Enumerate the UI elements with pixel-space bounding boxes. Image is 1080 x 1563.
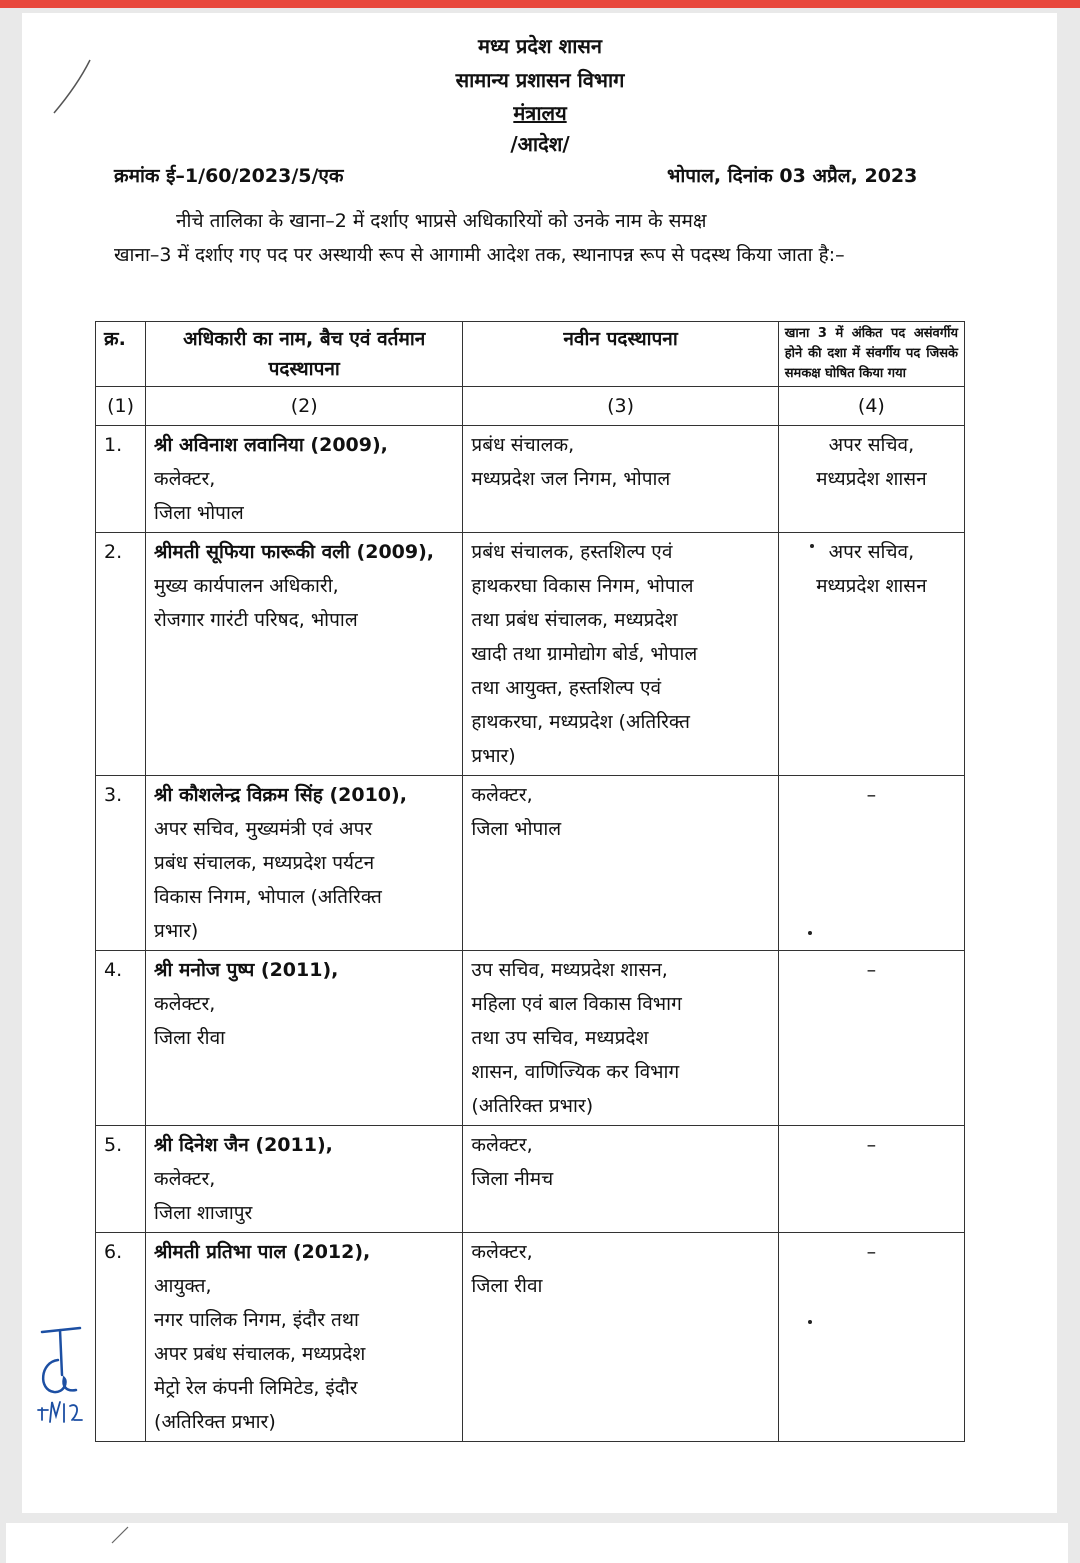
new-posting-line: जिला नीमच (471, 1168, 554, 1190)
officer-name: श्री मनोज पुष्प (2011), (154, 959, 339, 981)
stray-dot (810, 544, 814, 548)
table-row (96, 1233, 965, 1442)
column-number-row (96, 387, 965, 426)
table-row (96, 533, 965, 776)
current-posting-line: विकास निगम, भोपाल (अतिरिक्त (154, 886, 382, 908)
current-posting-line: प्रबंध संचालक, मध्यप्रदेश पर्यटन (154, 852, 375, 874)
stray-dot (808, 931, 812, 935)
new-posting-line: मध्यप्रदेश जल निगम, भोपाल (471, 468, 671, 490)
current-posting-line: नगर पालिक निगम, इंदौर तथा (154, 1309, 359, 1331)
intro-line-1: नीचे तालिका के खाना–2 में दर्शाए भाप्रसे अधिकारियों को उनके नाम के समक्ष (176, 210, 707, 232)
new-posting-line: जिला रीवा (471, 1275, 543, 1297)
current-posting-line: मेट्रो रेल कंपनी लिमिटेड, इंदौर (154, 1377, 358, 1399)
equivalent-post-cell (778, 951, 964, 1126)
current-posting-line: जिला रीवा (154, 1027, 226, 1049)
new-posting-cell (463, 426, 778, 533)
table-row (96, 776, 965, 951)
officer-name: श्री दिनेश जैन (2011), (154, 1134, 333, 1156)
current-posting-line: (अतिरिक्त प्रभार) (154, 1411, 276, 1433)
equivalent-post-cell (778, 1233, 964, 1442)
current-posting-line: जिला शाजापुर (154, 1202, 253, 1224)
handwritten-initials (20, 1320, 100, 1440)
officer-cell (146, 776, 463, 951)
table-row (96, 1126, 965, 1233)
current-posting-line: जिला भोपाल (154, 502, 244, 524)
new-posting-line: शासन, वाणिज्यिक कर विभाग (471, 1061, 680, 1083)
stray-dot (808, 1320, 812, 1324)
new-posting-line: हाथकरघा विकास निगम, भोपाल (471, 575, 694, 597)
new-posting-line: उप सचिव, मध्यप्रदेश शासन, (471, 959, 668, 981)
equivalent-post-line: मध्यप्रदेश शासन (816, 468, 927, 490)
equivalent-post-line: – (866, 959, 877, 981)
new-posting-line: प्रबंध संचालक, (471, 434, 575, 456)
current-posting-line: कलेक्टर, (154, 468, 216, 490)
header-equivalent-post: खाना 3 में अंकित पद असंवर्गीय होने की दशा में संवर्गीय पद जिसके समकक्ष घोषित किया गया (778, 322, 964, 387)
new-posting-line: प्रबंध संचालक, हस्तशिल्प एवं (471, 541, 673, 563)
equivalent-post-line: अपर सचिव, (828, 541, 915, 563)
current-posting-line: कलेक्टर, (154, 993, 216, 1015)
intro-paragraph (114, 204, 956, 272)
officer-name: श्री अविनाश लवानिया (2009), (154, 434, 388, 456)
new-posting-line: कलेक्टर, (471, 1241, 533, 1263)
header-department: सामान्य प्रशासन विभाग (455, 68, 625, 92)
new-posting-cell (463, 776, 778, 951)
posting-table (95, 321, 965, 1442)
header-ministry: मंत्रालय (513, 101, 567, 125)
intro-rest: खाना–3 में दर्शाए गए पद पर अस्थायी रूप से आगामी आदेश तक, स्थानापन्न रूप से पदस्थ किया जाता है:– (114, 244, 845, 266)
header-order: /आदेश/ (510, 132, 570, 156)
row-serial: 4. (96, 951, 146, 1126)
order-place-date: भोपाल, दिनांक 03 अप्रैल, 2023 (667, 165, 918, 187)
equivalent-post-line: मध्यप्रदेश शासन (816, 575, 927, 597)
new-posting-cell (463, 1233, 778, 1442)
next-page-edge (6, 1523, 1068, 1563)
officer-name: श्रीमती प्रतिभा पाल (2012), (154, 1241, 371, 1263)
equivalent-post-line: – (866, 1241, 877, 1263)
equivalent-post-cell (778, 1126, 964, 1233)
current-posting-line: मुख्य कार्यपालन अधिकारी, (154, 575, 339, 597)
new-posting-line: खादी तथा ग्रामोद्योग बोर्ड, भोपाल (471, 643, 698, 665)
row-serial: 3. (96, 776, 146, 951)
header-government: मध्य प्रदेश शासन (477, 34, 602, 58)
new-posting-line: तथा आयुक्त, हस्तशिल्प एवं (471, 677, 662, 699)
header-new-posting: नवीन पदस्थापना (463, 322, 778, 387)
row-serial: 1. (96, 426, 146, 533)
row-serial: 5. (96, 1126, 146, 1233)
officer-cell (146, 951, 463, 1126)
column-number: (4) (778, 387, 964, 426)
officer-cell (146, 533, 463, 776)
table-row (96, 951, 965, 1126)
new-posting-cell (463, 533, 778, 776)
new-posting-cell (463, 951, 778, 1126)
column-number: (1) (96, 387, 146, 426)
equivalent-post-cell (778, 776, 964, 951)
new-posting-line: कलेक्टर, (471, 1134, 533, 1156)
officer-name: श्रीमती सूफिया फारूकी वली (2009), (154, 541, 435, 563)
new-posting-line: हाथकरघा, मध्यप्रदेश (अतिरिक्त (471, 711, 690, 733)
current-posting-line: कलेक्टर, (154, 1168, 216, 1190)
pen-stroke-mark (100, 1525, 140, 1545)
officer-cell (146, 426, 463, 533)
order-number: क्रमांक ई–1/60/2023/5/एक (114, 165, 344, 187)
row-serial: 2. (96, 533, 146, 776)
header-officer: अधिकारी का नाम, बैच एवं वर्तमान पदस्थापना (146, 322, 463, 387)
table-header-row (96, 322, 965, 387)
current-posting-line: अपर सचिव, मुख्यमंत्री एवं अपर (154, 818, 373, 840)
table-body (96, 426, 965, 1442)
new-posting-line: प्रभार) (471, 745, 516, 767)
equivalent-post-line: अपर सचिव, (828, 434, 915, 456)
equivalent-post-line: – (866, 784, 877, 806)
header-ministry-wrap (0, 97, 1080, 129)
equivalent-post-cell (778, 533, 964, 776)
current-posting-line: अपर प्रबंध संचालक, मध्यप्रदेश (154, 1343, 366, 1365)
officer-cell (146, 1126, 463, 1233)
column-number: (3) (463, 387, 778, 426)
new-posting-line: महिला एवं बाल विकास विभाग (471, 993, 682, 1015)
table-row (96, 426, 965, 533)
current-posting-line: प्रभार) (154, 920, 199, 942)
current-posting-line: आयुक्त, (154, 1275, 212, 1297)
equivalent-post-cell (778, 426, 964, 533)
header-serial: क्र. (96, 322, 146, 387)
top-accent-bar (0, 0, 1080, 8)
row-serial: 6. (96, 1233, 146, 1442)
new-posting-line: तथा प्रबंध संचालक, मध्यप्रदेश (471, 609, 678, 631)
officer-cell (146, 1233, 463, 1442)
new-posting-cell (463, 1126, 778, 1233)
new-posting-line: तथा उप सचिव, मध्यप्रदेश (471, 1027, 649, 1049)
new-posting-line: कलेक्टर, (471, 784, 533, 806)
new-posting-line: जिला भोपाल (471, 818, 562, 840)
equivalent-post-line: – (866, 1134, 877, 1156)
column-number: (2) (146, 387, 463, 426)
new-posting-line: (अतिरिक्त प्रभार) (471, 1095, 594, 1117)
officer-name: श्री कौशलेन्द्र विक्रम सिंह (2010), (154, 784, 407, 806)
current-posting-line: रोजगार गारंटी परिषद, भोपाल (154, 609, 358, 631)
